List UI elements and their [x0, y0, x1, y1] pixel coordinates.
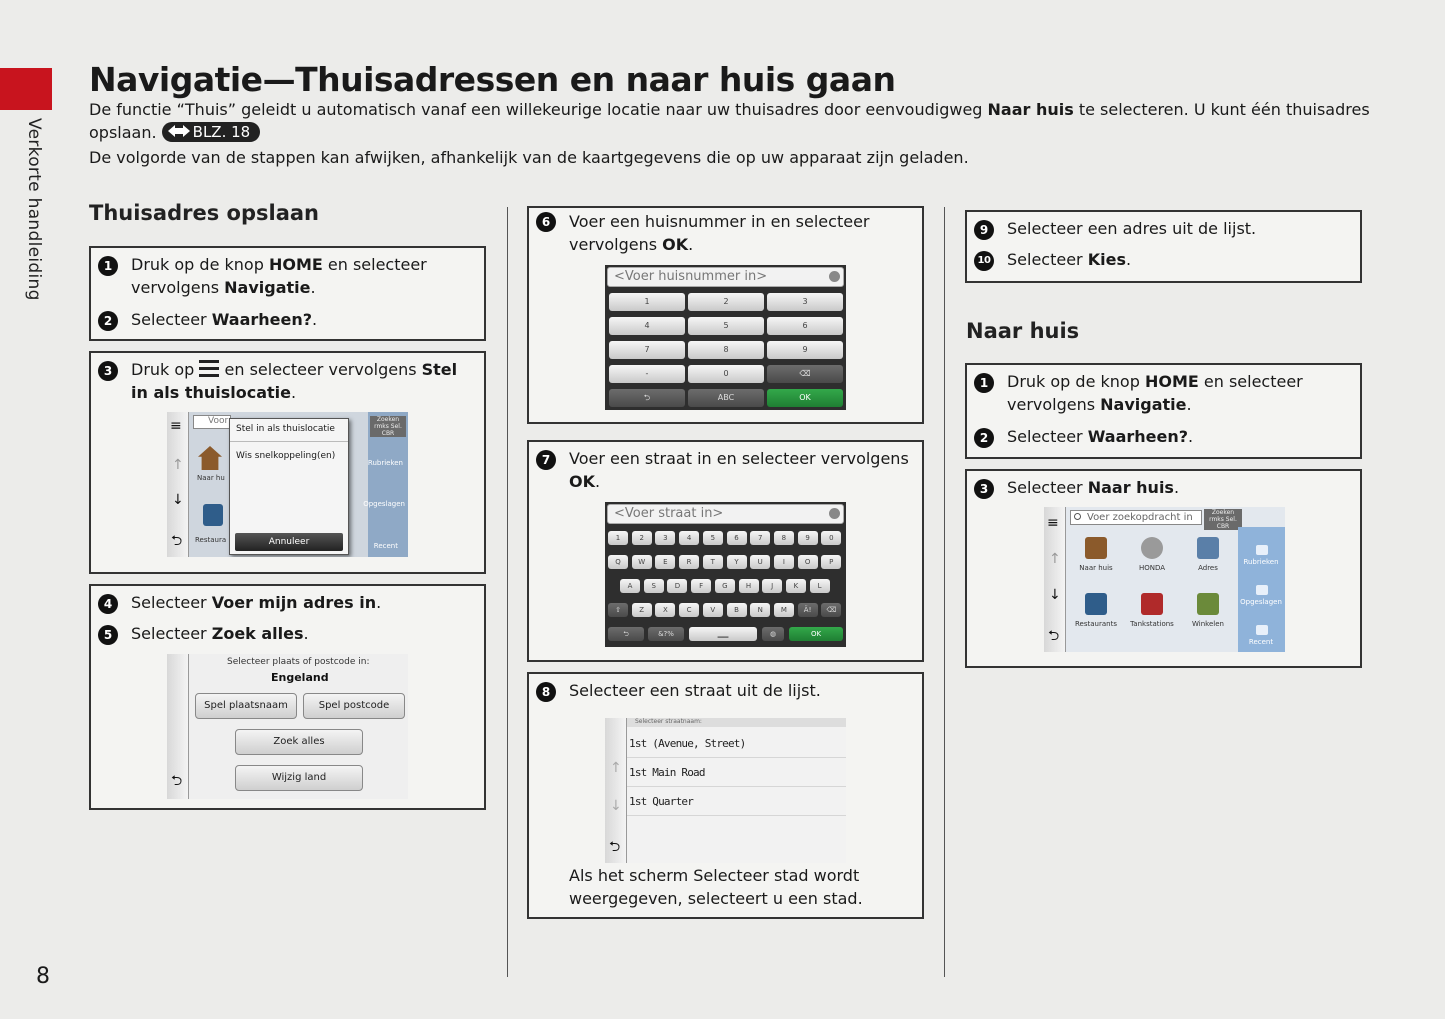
keypad-key[interactable]: 1: [608, 531, 628, 545]
cancel-button[interactable]: Annuleer: [235, 533, 343, 551]
keypad-key[interactable]: V: [703, 603, 723, 617]
icon-label: Restaurants: [1075, 620, 1117, 628]
icon-label: Adres: [1198, 564, 1218, 572]
step-box: [89, 584, 486, 810]
down-arrow-icon[interactable]: ↓: [172, 492, 184, 508]
step-number: 5: [98, 625, 118, 645]
menu-icon[interactable]: ≡: [1047, 515, 1059, 531]
step-number: 3: [98, 361, 118, 381]
keypad-key[interactable]: 9: [767, 341, 843, 359]
step-box: [527, 206, 924, 424]
keypad-key[interactable]: Q: [608, 555, 628, 569]
menu-item-clear-shortcuts[interactable]: Wis snelkoppeling(en): [236, 451, 336, 461]
keypad-key[interactable]: 3: [655, 531, 675, 545]
clear-icon[interactable]: [829, 508, 840, 519]
address-icon[interactable]: [1197, 537, 1219, 559]
section-heading: Naar huis: [966, 319, 1080, 343]
keypad-key[interactable]: 2: [688, 293, 764, 311]
icon-label: Tankstations: [1130, 620, 1174, 628]
shopping-icon[interactable]: [1197, 593, 1219, 615]
step-text: Selecteer Voer mijn adres in.: [131, 593, 382, 612]
step-number: 7: [536, 450, 556, 470]
keypad-key[interactable]: T: [703, 555, 723, 569]
keypad-key[interactable]: 4: [609, 317, 685, 335]
house-icon: [198, 446, 222, 470]
category-icon[interactable]: [1256, 545, 1268, 555]
keypad-key[interactable]: 9: [798, 531, 818, 545]
keypad-key[interactable]: 8: [688, 341, 764, 359]
step-number: 2: [974, 428, 994, 448]
top-right-label: Zoeken rmks Sel. CBR: [370, 416, 406, 437]
country-name: Engeland: [271, 671, 329, 684]
restaurant-icon[interactable]: [1085, 593, 1107, 615]
keypad-key[interactable]: F: [691, 579, 711, 593]
intro-note: De volgorde van de stappen kan afwijken, afhankelijk van de kaartgegevens die op uw apparaat zijn geladen.: [89, 148, 969, 167]
keypad-key[interactable]: P: [821, 555, 841, 569]
menu-screen: [167, 412, 408, 557]
step-number: 2: [98, 311, 118, 331]
step-text: Voer een huisnummer in en selecteer vervolgens OK.: [569, 212, 870, 254]
side-label: Recent: [373, 542, 398, 550]
list-item[interactable]: 1st (Avenue, Street): [627, 730, 846, 758]
popup-menu: [229, 418, 349, 555]
spell-postcode-button[interactable]: Spel postcode: [303, 693, 405, 719]
side-label: Rubrieken: [1243, 558, 1279, 566]
keypad-key[interactable]: 5: [688, 317, 764, 335]
keypad-key[interactable]: G: [715, 579, 735, 593]
street-list-screen: [605, 718, 846, 863]
keypad-key[interactable]: 1: [609, 293, 685, 311]
back-key[interactable]: ⮌: [609, 389, 685, 407]
step-number: 6: [536, 212, 556, 232]
step-text: Druk op de knop HOME en selecteer vervolgens Navigatie.: [131, 255, 427, 297]
chapter-tab: [0, 68, 52, 110]
step-number: 10: [974, 251, 994, 271]
back-icon[interactable]: ⮌: [609, 839, 621, 855]
down-arrow-icon[interactable]: ↓: [1049, 587, 1061, 603]
step-number: 1: [98, 256, 118, 276]
back-key[interactable]: ⮌: [608, 627, 644, 641]
keypad-key[interactable]: U: [750, 555, 770, 569]
step-number: 8: [536, 682, 556, 702]
search-icon: [1074, 513, 1081, 520]
keypad-key[interactable]: J: [762, 579, 782, 593]
step-number: 1: [974, 373, 994, 393]
heart-icon[interactable]: [1256, 585, 1268, 595]
keypad-key[interactable]: ⇧: [608, 603, 628, 617]
step-box: [89, 351, 486, 574]
side-label: Recent: [1248, 638, 1274, 646]
fuel-station-icon[interactable]: [1141, 593, 1163, 615]
menu-item-set-home[interactable]: Stel in als thuislocatie: [236, 424, 335, 434]
keypad-key[interactable]: 3: [767, 293, 843, 311]
step-text: Druk op en selecteer vervolgens Stel in als thuislocatie.: [131, 360, 458, 402]
home-label: Naar hu: [197, 474, 225, 482]
symbols-key[interactable]: &?%: [648, 627, 684, 641]
keypad-key[interactable]: S: [644, 579, 664, 593]
column-divider: [944, 207, 945, 977]
keypad-key[interactable]: R: [679, 555, 699, 569]
keypad-key[interactable]: 6: [727, 531, 747, 545]
side-label: Opgeslagen: [1240, 598, 1282, 606]
keypad-key[interactable]: Z: [632, 603, 652, 617]
address-screen: [167, 654, 408, 799]
step-number: 3: [974, 479, 994, 499]
icon-label: HONDA: [1138, 564, 1166, 572]
keypad-key[interactable]: X: [655, 603, 675, 617]
house-icon[interactable]: [1085, 537, 1107, 559]
divider: [230, 441, 348, 442]
up-arrow-icon[interactable]: ↑: [610, 760, 622, 776]
list-header: Selecteer straatnaam:: [627, 718, 846, 727]
restaurant-icon: [203, 504, 223, 526]
keypad-key[interactable]: K: [786, 579, 806, 593]
house-number-input[interactable]: <Voer huisnummer in>: [607, 267, 844, 287]
keypad-key[interactable]: C: [679, 603, 699, 617]
page-number: 8: [36, 964, 50, 989]
step-text: Selecteer Kies.: [1007, 250, 1132, 269]
step-text: Selecteer Zoek alles.: [131, 624, 309, 643]
keypad-key[interactable]: 7: [609, 341, 685, 359]
ref-label: BLZ. 18: [192, 123, 251, 141]
qwerty-keypad-screen: [605, 502, 846, 647]
step-number: 9: [974, 220, 994, 240]
step-number: 4: [98, 594, 118, 614]
back-icon[interactable]: ⮌: [171, 533, 183, 549]
clear-icon[interactable]: [829, 271, 840, 282]
keypad-key[interactable]: A: [620, 579, 640, 593]
step-text: Selecteer Naar huis.: [1007, 478, 1180, 497]
clock-icon[interactable]: [1256, 625, 1268, 635]
ok-key[interactable]: OK: [789, 627, 843, 641]
street-input[interactable]: <Voer straat in>: [607, 504, 844, 524]
where-to-screen: [1044, 507, 1285, 652]
keypad-key[interactable]: N: [750, 603, 770, 617]
menu-icon: [199, 360, 219, 378]
step-box: [965, 363, 1362, 459]
icon-label: Naar huis: [1079, 564, 1113, 572]
globe-key[interactable]: ◍: [762, 627, 784, 641]
keypad-key[interactable]: H: [739, 579, 759, 593]
keypad-key[interactable]: I: [774, 555, 794, 569]
keypad-key[interactable]: M: [774, 603, 794, 617]
back-icon[interactable]: ⮌: [1048, 628, 1060, 644]
intro-text: De functie “Thuis” geleidt u automatisch vanaf een willekeurige locatie naar uw thuisadres door eenvoudigweg: [89, 100, 988, 119]
step-text: Selecteer Waarheen?.: [131, 310, 318, 329]
step-box: [527, 672, 924, 919]
keypad-key[interactable]: 7: [750, 531, 770, 545]
intro-paragraph: [89, 98, 1379, 144]
list-item[interactable]: 1st Main Road: [627, 759, 846, 787]
step-note: Als het scherm Selecteer stad wordt weergegeven, selecteert u een stad.: [569, 866, 863, 908]
step-box: [965, 210, 1362, 283]
step-box: [527, 440, 924, 662]
keypad-key[interactable]: 0: [821, 531, 841, 545]
column-divider: [507, 207, 508, 977]
keypad-key[interactable]: Ä!: [798, 603, 818, 617]
intro-text-2: te selecteren. U kunt één thuisadres opslaan.: [89, 100, 1370, 142]
search-box[interactable]: Voor: [193, 415, 231, 429]
up-arrow-icon[interactable]: ↑: [172, 457, 184, 473]
section-side-label: Verkorte handleiding: [24, 118, 44, 301]
down-arrow-icon[interactable]: ↓: [610, 798, 622, 814]
list-item[interactable]: 1st Quarter: [627, 788, 846, 816]
restaurant-label: Restaura: [195, 536, 227, 544]
section-heading: Thuisadres opslaan: [89, 201, 319, 225]
top-right-label: Zoeken rmks Sel. CBR: [1204, 509, 1242, 530]
keypad-key[interactable]: Y: [727, 555, 747, 569]
search-all-button[interactable]: Zoek alles: [235, 729, 363, 755]
keypad-key[interactable]: E: [655, 555, 675, 569]
space-key[interactable]: ▁▁: [689, 627, 757, 641]
step-text: Selecteer Waarheen?.: [1007, 427, 1194, 446]
step-text: Selecteer een adres uit de lijst.: [1007, 219, 1257, 238]
step-text: Selecteer een straat uit de lijst.: [569, 681, 821, 700]
keypad-key[interactable]: ⌫: [767, 365, 843, 383]
honda-logo-icon[interactable]: [1141, 537, 1163, 559]
step-text: Voer een straat in en selecteer vervolgens OK.: [569, 449, 909, 491]
keypad-key[interactable]: 8: [774, 531, 794, 545]
icon-label: Winkelen: [1192, 620, 1224, 628]
intro-bold: Naar huis: [987, 100, 1074, 119]
up-arrow-icon[interactable]: ↑: [1049, 551, 1061, 567]
spell-city-button[interactable]: Spel plaatsnaam: [195, 693, 297, 719]
abc-key[interactable]: ABC: [688, 389, 764, 407]
back-icon[interactable]: ⮌: [171, 773, 183, 789]
screen-caption: Selecteer plaats of postcode in:: [227, 657, 370, 667]
page-title: Navigatie—Thuisadressen en naar huis gaan: [89, 60, 896, 99]
keypad-key[interactable]: ⌫: [821, 603, 841, 617]
keypad-key[interactable]: L: [810, 579, 830, 593]
menu-icon[interactable]: ≡: [170, 418, 182, 434]
keypad-key[interactable]: B: [727, 603, 747, 617]
keypad-key[interactable]: 6: [767, 317, 843, 335]
keypad-key[interactable]: 5: [703, 531, 723, 545]
side-label: Rubrieken: [367, 459, 403, 467]
search-input[interactable]: Voer zoekopdracht in: [1070, 510, 1202, 525]
step-box: [965, 469, 1362, 668]
side-label: Opgeslagen: [363, 500, 405, 508]
keypad-key[interactable]: -: [609, 365, 685, 383]
double-arrow-icon: [168, 125, 190, 137]
step-box: [89, 246, 486, 341]
keypad-key[interactable]: 2: [632, 531, 652, 545]
step-text: Druk op de knop HOME en selecteer vervolgens Navigatie.: [1007, 372, 1303, 414]
keypad-key[interactable]: D: [667, 579, 687, 593]
keypad-key[interactable]: W: [632, 555, 652, 569]
keypad-key[interactable]: O: [798, 555, 818, 569]
number-keypad-screen: [605, 265, 846, 410]
keypad-key[interactable]: 0: [688, 365, 764, 383]
keypad-key[interactable]: 4: [679, 531, 699, 545]
ok-key[interactable]: OK: [767, 389, 843, 407]
page-reference-link[interactable]: [162, 122, 261, 142]
change-country-button[interactable]: Wijzig land: [235, 765, 363, 791]
